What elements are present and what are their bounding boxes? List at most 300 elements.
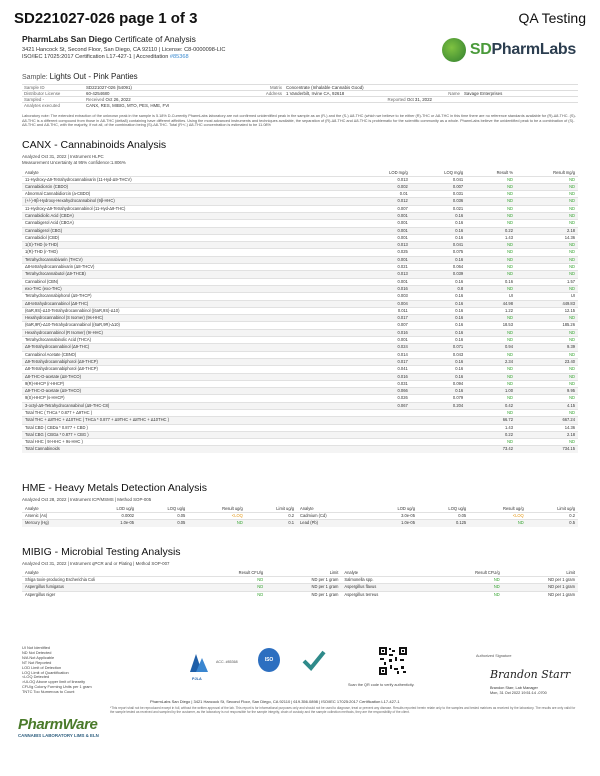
table-cell: Salmonella spp. [341, 576, 432, 584]
table-cell: 0.011 [356, 307, 411, 314]
table-cell: Tetrahydrocannabiphorol (Δ9-THCP) [22, 293, 356, 300]
table-cell: 0.16 [411, 278, 466, 285]
table-cell: 0.16 [411, 227, 466, 234]
table-cell [411, 410, 466, 417]
table-cell: ND [516, 191, 578, 198]
table-cell: 0.017 [356, 358, 411, 365]
table-cell: ND [466, 242, 516, 249]
legend-item: ND Not Detected [22, 649, 52, 655]
legend-item: >ULOQ Above upper limit of linearity [22, 679, 86, 685]
table-cell: 0.094 [411, 380, 466, 387]
table-cell: 0.16 [411, 256, 466, 263]
table-cell: 0.16 [411, 300, 466, 307]
table-cell: 0.031 [356, 380, 411, 387]
table-cell [356, 439, 411, 446]
table-cell: Aspergillus niger [22, 591, 196, 598]
table-cell: 0.2 [527, 512, 578, 520]
table-row [22, 446, 578, 453]
table-cell: Cannabinol Acetate (CBNO) [22, 351, 356, 358]
table-cell: 0.001 [356, 220, 411, 227]
table-cell: 449.83 [516, 300, 578, 307]
table-cell: ND per 1 gram [266, 576, 341, 584]
table-cell: 1(R)-THD (r-THD) [22, 249, 356, 256]
table-cell: ND [466, 410, 516, 417]
table-cell: 1.57 [516, 278, 578, 285]
table-cell: Cannabigerol Acid (CBGA) [22, 220, 356, 227]
table-cell [411, 417, 466, 424]
table-cell [356, 446, 411, 453]
mibig-header: Result CFU/g [238, 569, 264, 575]
table-row [22, 388, 578, 395]
table-cell: ND [516, 285, 578, 292]
signer-details: Brandon Starr, Lab Manager Mon, 31 Oct 2022 19:51:14 -0700 [490, 686, 547, 695]
table-cell: ND [516, 271, 578, 278]
table-row [22, 512, 578, 520]
table-cell: 0.16 [466, 278, 516, 285]
table-row [22, 431, 578, 438]
table-cell: ND per 1 gram [503, 576, 578, 584]
table-cell: ND [516, 395, 578, 402]
table-cell: 3.0e-05 [367, 512, 418, 520]
authorized-signature-label: Authorized Signature [476, 654, 512, 658]
table-row [22, 198, 578, 205]
table-cell: 18.53 [466, 322, 516, 329]
pjla-badge [186, 650, 214, 676]
table-cell: 0.16 [411, 329, 466, 336]
table-cell: 0.016 [356, 373, 411, 380]
mibig-header: Limit [566, 569, 575, 575]
table-cell: 0.16 [411, 315, 466, 322]
hme-table [22, 503, 578, 527]
pjla-icon [186, 650, 214, 676]
table-cell: ND [466, 271, 516, 278]
table-cell: ND per 1 gram [266, 584, 341, 592]
footer-disclaimer: *This report shall not be reproduced except in full, without the written approval of the lab. This report is for informational purposes only and should not be used to diagnose, treat or prevent any disease. Results reported herein relate only to the samples and tested matrices as received by the laboratory. The results are only valid for the sample tested as received and sampled by the customer, as the laboratory is not responsible for the sample integrity, chain of custody and the sample collection methods, they are the responsibility of the client. [110, 706, 576, 714]
canx-table [22, 166, 578, 453]
table-cell: 0.001 [356, 212, 411, 219]
table-cell [411, 431, 466, 438]
report-id: SD221027-026 page 1 of 3 [14, 10, 198, 27]
table-cell: Hexahydrocannabinol (S Isomer) (9s-HHC) [22, 315, 356, 322]
legend-item: N/A Not Applicable [22, 654, 55, 660]
table-row [22, 380, 578, 387]
table-cell: 0.071 [411, 344, 466, 351]
table-cell: 0.079 [411, 395, 466, 402]
table-cell: 1.0e-05 [367, 520, 418, 527]
lab-title [22, 34, 196, 44]
table-row [22, 234, 578, 241]
table-cell: 0.036 [411, 198, 466, 205]
mibig-header: Analyte [344, 569, 359, 575]
table-cell: Tetrahydrocannabutol (Δ9-THCB) [22, 271, 356, 278]
accreditation-link[interactable]: #85368 [169, 54, 189, 60]
table-cell: 0.016 [356, 329, 411, 336]
table-cell: 11-Hydroxy-Δ9-Tetrahydrocannabinol (11-Hyd-Δ9-THC) [22, 205, 356, 212]
table-cell: 0.066 [356, 388, 411, 395]
hme-header: Result ug/g [503, 505, 524, 511]
table-cell: ND [466, 329, 516, 336]
table-row [22, 285, 578, 292]
hme-header: Limit ug/g [557, 505, 575, 511]
table-row [22, 322, 578, 329]
table-cell: 0.075 [411, 249, 466, 256]
table-cell: Δ9-THC-O-acetate (Δ9-THCO) [22, 388, 356, 395]
mibig-meta: Analyzed Oct 31, 2022 | Instrument qPCR and or Plating | Method SOP-007 [22, 561, 170, 566]
table-row [22, 329, 578, 336]
table-cell: (+/-)-9β-Hydroxy-Hexahydrocannabinol (9β-HHC) [22, 198, 356, 205]
table-cell: ND [466, 256, 516, 263]
table-cell: 0.16 [411, 358, 466, 365]
table-cell: ND [469, 520, 527, 527]
canx-header: Analyte [25, 169, 39, 175]
table-cell: 9(S)-HHCP (s-HHCP) [22, 395, 356, 402]
table-cell: Total CBD ( CBDa * 0.877 + CBD ) [22, 424, 356, 431]
table-cell: 0.041 [356, 366, 411, 373]
table-cell: 0.16 [411, 220, 466, 227]
table-cell: Aspergillus fumigatus [22, 584, 196, 592]
table-cell: ND [516, 242, 578, 249]
table-cell: Cannabidiol (CBD) [22, 234, 356, 241]
table-cell: 0.064 [411, 264, 466, 271]
canx-header: Result mg/g [553, 169, 575, 175]
table-cell: 1.43 [466, 424, 516, 431]
table-cell: Δ9-Tetrahydrocannabiphorol (Δ9-THCP) [22, 358, 356, 365]
table-row [22, 242, 578, 249]
hme-header: LOQ ug/g [448, 505, 467, 511]
table-row [22, 591, 578, 598]
table-cell: 0.16 [411, 234, 466, 241]
table-row [22, 191, 578, 198]
table-cell: 0.42 [466, 402, 516, 409]
table-row [22, 337, 578, 344]
table-cell: 0.16 [411, 373, 466, 380]
table-cell: ND [466, 285, 516, 292]
table-cell: 9.39 [516, 344, 578, 351]
table-cell: 0.041 [411, 176, 466, 183]
table-cell: 4.15 [516, 402, 578, 409]
table-cell: ND [516, 380, 578, 387]
table-cell: 0.001 [356, 256, 411, 263]
table-cell: ND [196, 584, 266, 592]
table-cell: ND [466, 337, 516, 344]
table-cell: 0.043 [411, 351, 466, 358]
table-cell: ND [466, 220, 516, 227]
table-row [22, 307, 578, 314]
table-cell: Δ9-Tetrahydrocannabinol (Δ9-THC) [22, 344, 356, 351]
pjla-accreditation: ACC. #85368 [216, 660, 238, 664]
table-cell: Total THC ( THCa * 0.877 + Δ9THC ) [22, 410, 356, 417]
doc-type: QA Testing [518, 10, 586, 26]
table-cell: ND [466, 380, 516, 387]
table-cell: 0.025 [356, 249, 411, 256]
table-cell: 0.021 [356, 264, 411, 271]
table-cell: 0.16 [411, 337, 466, 344]
table-cell: 0.001 [356, 227, 411, 234]
table-cell: Tetrahydrocannabivarin (THCV) [22, 256, 356, 263]
table-row [22, 402, 578, 409]
table-cell: ND [466, 183, 516, 190]
table-cell: ND [188, 520, 246, 527]
table-row [22, 351, 578, 358]
table-cell: ND [466, 264, 516, 271]
table-cell [411, 446, 466, 453]
signature: Brandon Starr [490, 668, 571, 681]
table-cell: 2.34 [466, 358, 516, 365]
table-cell: ND [516, 256, 578, 263]
table-cell: 66.72 [466, 417, 516, 424]
table-cell: Total CBG ( CBGa * 0.877 + CBG ) [22, 431, 356, 438]
table-cell: Mercury (Hg) [22, 520, 86, 527]
table-cell: UI [516, 293, 578, 300]
pharmware-logo: PharmWare CANNABIS LABORATORY LIMS & ELN [18, 716, 99, 738]
mibig-title: MIBIG - Microbial Testing Analysis [22, 546, 181, 558]
table-cell: ND [516, 373, 578, 380]
table-cell: 0.0002 [86, 512, 137, 520]
lab-name: PharmLabs San Diego [22, 34, 113, 44]
table-cell: Total Cannabinoids [22, 446, 356, 453]
table-cell: 667.24 [516, 417, 578, 424]
hme-header: Analyte [300, 505, 314, 511]
table-cell: ND [466, 198, 516, 205]
table-cell [356, 424, 411, 431]
table-cell: 1(S)-THD (s-THD) [22, 242, 356, 249]
table-cell: Cannabidiorcin (CBDO) [22, 183, 356, 190]
table-cell: 0.2 [246, 512, 297, 520]
accreditation-check-icon [300, 648, 328, 672]
table-cell: ND [516, 176, 578, 183]
table-cell: ND per 1 gram [266, 591, 341, 598]
table-cell: 0.16 [411, 307, 466, 314]
table-row [22, 439, 578, 446]
table-cell: 0.003 [356, 293, 411, 300]
legend-item: CFU/g Colony Forming Units per 1 gram [22, 684, 92, 690]
table-cell: ND [516, 351, 578, 358]
table-cell: ND [466, 373, 516, 380]
legend-item: UI Not Identified [22, 645, 50, 650]
table-row [22, 271, 578, 278]
table-row [22, 256, 578, 263]
table-cell: Aspergillus flavus [341, 584, 432, 592]
table-cell: ND [433, 576, 503, 584]
table-cell: ND [466, 191, 516, 198]
table-cell: 1.43 [466, 234, 516, 241]
table-cell: 0.007 [411, 183, 466, 190]
table-cell: 0.007 [356, 322, 411, 329]
canx-header: LOQ mg/g [444, 169, 464, 175]
table-cell: 0.002 [356, 183, 411, 190]
table-cell [411, 424, 466, 431]
table-cell: ND [516, 264, 578, 271]
table-cell [356, 410, 411, 417]
table-row [22, 366, 578, 373]
table-cell: 1.00 [466, 388, 516, 395]
table-cell: 73.42 [466, 446, 516, 453]
legend-item: LOD Limit of Detection [22, 664, 62, 670]
table-cell: 2.18 [516, 227, 578, 234]
lab-subtitle: Certificate of Analysis [114, 34, 196, 44]
table-cell: exo-THC (exo-THC) [22, 285, 356, 292]
table-cell: 0.016 [356, 285, 411, 292]
mibig-table [22, 567, 578, 598]
canx-title: CANX - Cannabinoids Analysis [22, 139, 167, 151]
table-cell: Tetrahydrocannabinolic Acid (THCA) [22, 337, 356, 344]
table-row [22, 183, 578, 190]
table-cell: ND [466, 395, 516, 402]
table-row [22, 205, 578, 212]
table-cell: 14.36 [516, 424, 578, 431]
table-cell: Δ8-THC-O-acetate (Δ8-THCO) [22, 373, 356, 380]
pjla-label: PJLA [192, 677, 202, 681]
table-cell: 0.16 [411, 366, 466, 373]
table-cell: 0.012 [356, 198, 411, 205]
table-cell: Arsenic (As) [22, 512, 86, 520]
sample-info-table: Sample ID SD221027-026 (54091) Matrix Concentrate (Inhalable Cannabis Good) Distributor License 60-4254680 Address 1 Vanderbilt, Irvine CA, 92618 Name Savage Enterprises Sampled - Received Oct 26, 2022 Reported Oct 31, 2022 Analytes executed CANX, RES, MIBIG, MTO, PES, HME, FVI [22, 84, 578, 109]
table-cell: 0.94 [466, 344, 516, 351]
lab-address-line: 3421 Hancock St, Second Floor, San Diego, CA 92110 | License: C8-0000098-LIC [22, 47, 226, 53]
table-cell: ND [516, 249, 578, 256]
hme-header: LOQ ug/g [167, 505, 186, 511]
table-cell: 185.26 [516, 322, 578, 329]
table-row [22, 373, 578, 380]
table-cell: 0.16 [411, 388, 466, 395]
table-cell: ND [516, 329, 578, 336]
table-cell: 0.039 [411, 271, 466, 278]
table-cell: 1.22 [466, 307, 516, 314]
table-row [22, 315, 578, 322]
table-row [22, 424, 578, 431]
table-cell: 0.16 [411, 322, 466, 329]
table-cell: ND [516, 439, 578, 446]
table-row [22, 293, 578, 300]
table-cell: 0.16 [411, 293, 466, 300]
table-cell: ND [196, 576, 266, 584]
sample-name: Sample: Lights Out - Pink Panties [22, 72, 138, 81]
table-row [22, 264, 578, 271]
table-cell: 14.36 [516, 234, 578, 241]
table-cell: Cadmium (Cd) [297, 512, 367, 520]
legend-item: TNTC Too Numerous to Count [22, 689, 75, 695]
mibig-header: Limit [329, 569, 339, 575]
table-cell: ND [433, 584, 503, 592]
table-cell: ND [466, 249, 516, 256]
table-cell [356, 431, 411, 438]
table-cell: 0.004 [356, 300, 411, 307]
table-cell: ND [516, 315, 578, 322]
table-cell: 0.125 [418, 520, 469, 527]
table-row [22, 410, 578, 417]
table-cell: 0.041 [411, 242, 466, 249]
table-row [22, 344, 578, 351]
table-row [22, 584, 578, 592]
table-cell: ND [516, 205, 578, 212]
table-row [22, 176, 578, 183]
table-row [22, 249, 578, 256]
table-cell: 9(R)-HHCP (r-HHCP) [22, 380, 356, 387]
table-cell: 2.18 [516, 431, 578, 438]
qr-caption: Scan the QR code to verify authenticity. [348, 683, 415, 687]
table-cell: Total HHC ( 9r-HHC + 9s-HHC ) [22, 439, 356, 446]
table-cell: ND [466, 366, 516, 373]
table-row [22, 520, 578, 527]
hme-header: LOD ug/g [397, 505, 415, 511]
hme-header: Analyte [25, 505, 39, 511]
table-cell: ND [466, 176, 516, 183]
table-cell: <LOQ [469, 512, 527, 520]
table-cell: ND [516, 198, 578, 205]
table-cell: ND [516, 337, 578, 344]
table-cell: ND [516, 212, 578, 219]
table-cell: ND [516, 220, 578, 227]
table-row [22, 576, 578, 584]
leaf-icon [442, 38, 466, 62]
footer-address: PharmLabs San Diego | 3421 Hancock St, Second Floor, San Diego, CA 92110 | 619.356.0898 | ISO/IEC 17025:2017 Certification L17-427-1 [150, 699, 400, 704]
table-cell: ND [516, 410, 578, 417]
table-cell: ND [466, 315, 516, 322]
table-cell: ND [516, 183, 578, 190]
verification-qr-code[interactable] [378, 646, 408, 676]
table-cell: ND per 1 gram [503, 584, 578, 592]
table-cell: 1.0e-05 [86, 520, 137, 527]
table-cell: Δ8-Tetrahydrocannabiphorol (Δ8-THCP) [22, 366, 356, 373]
table-cell: 3-octyl-Δ9-Tetrahydrocannabinol (Δ9-THC-C8) [22, 402, 356, 409]
lab-accreditation: ISO/IEC 17025:2017 Certification L17-427-1 | Accreditation #85368 [22, 54, 189, 60]
legend-item: NT Not Reported [22, 659, 52, 665]
table-cell: 0.22 [466, 431, 516, 438]
table-row [22, 417, 578, 424]
hme-header: Result ug/g [222, 505, 243, 511]
table-cell: 0.16 [411, 212, 466, 219]
table-cell: 0.013 [356, 242, 411, 249]
table-cell: Shiga toxin-producing Escherichia Coli [22, 576, 196, 584]
table-row [22, 212, 578, 219]
table-cell: Cannabigerol (CBG) [22, 227, 356, 234]
table-cell: Hexahydrocannabinol (R Isomer) (9r-HHC) [22, 329, 356, 336]
table-cell: 0.5 [527, 520, 578, 527]
table-cell: Δ8-tetrahydrocannabivarin (Δ8-THCV) [22, 264, 356, 271]
table-cell: 734.15 [516, 446, 578, 453]
table-row [22, 220, 578, 227]
table-cell: 44.98 [466, 300, 516, 307]
table-cell: UI [466, 293, 516, 300]
table-cell: 0.05 [137, 520, 188, 527]
table-cell: ND [466, 205, 516, 212]
table-cell: 0.001 [356, 337, 411, 344]
table-cell: 0.013 [356, 271, 411, 278]
table-cell: 0.05 [137, 512, 188, 520]
table-cell: 0.024 [356, 344, 411, 351]
table-cell [356, 417, 411, 424]
legend-item: <LOQ Detected [22, 674, 50, 680]
table-cell: 0.8 [411, 285, 466, 292]
table-cell: ND [433, 591, 503, 598]
hme-title: HME - Heavy Metals Detection Analysis [22, 482, 207, 494]
hme-header: Limit ug/g [276, 505, 295, 511]
laboratory-note: Laboratory note: The extended extraction of the unknown peak in the sample is 5.18% D-Currently PharmLabs laboratory are not confirmed unidentified peak in the sample as an (R-) and the (S-) Δ8-THC (which we believe to be either (R)-THC or Δ8-THC in this time there are no reference standards available for (R)-Δ8-THC. (S)-Δ8-THC is a different compound from those in Δ8-THC (delta8) containing have different affinities. Using the most advanced instruments and techniques available, the separation of (R)-Δ8-THC and Δ8-THC is problematic for the scientific community as a whole. PharmLabs believe the unidentified peak to be a combination of (S)-Δ8-THC and Δ8-THC, with the majority, if not all, of the combination being (S)-Δ8-THC. Total (R+/-) Δ8-THC concentration is estimated to be 11.08% [22, 114, 576, 128]
table-cell: Total THC + Δ8THC + Δ10THC ( THCa * 0.877 + Δ9THC + Δ8THC + Δ10THC ) [22, 417, 356, 424]
table-cell: ND [466, 351, 516, 358]
table-cell: Lead (Pb) [297, 520, 367, 527]
table-row [22, 227, 578, 234]
table-cell: 0.067 [356, 402, 411, 409]
table-cell: 12.15 [516, 307, 578, 314]
table-cell: 0.01 [356, 191, 411, 198]
table-cell: 0.026 [356, 395, 411, 402]
mibig-header: Analyte [25, 569, 39, 575]
table-cell: ND [196, 591, 266, 598]
table-cell: 0.001 [356, 278, 411, 285]
table-cell: Abnormal Cannabidiorcin (a-CBDO) [22, 191, 356, 198]
table-cell: 0.204 [411, 402, 466, 409]
